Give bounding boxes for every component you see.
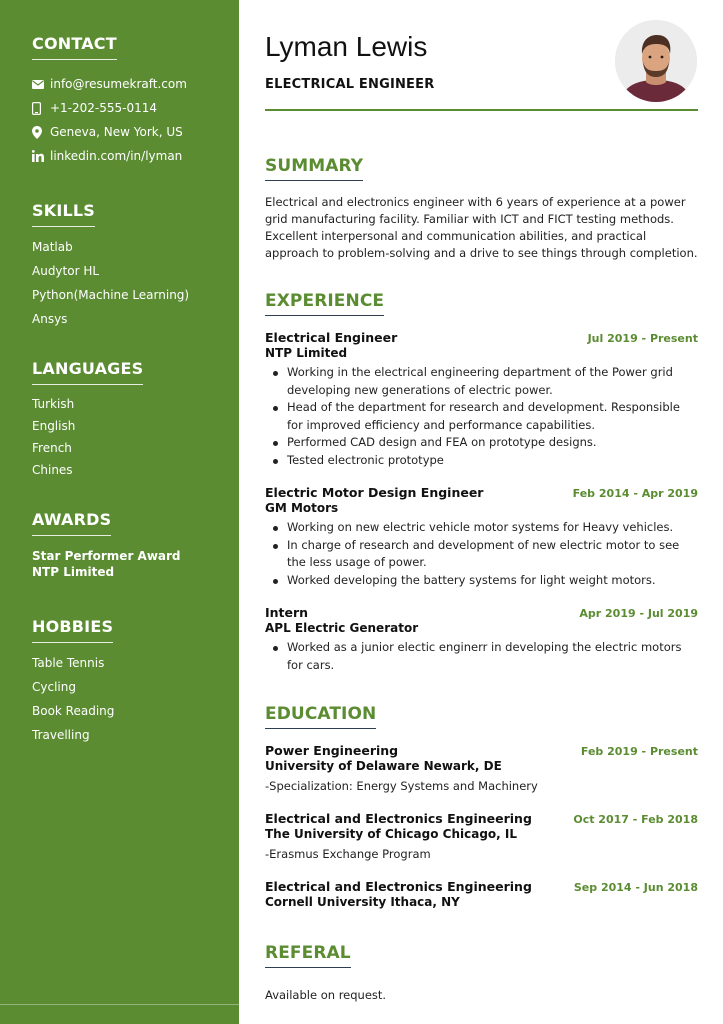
job-role: Electric Motor Design Engineer [265, 485, 484, 500]
linkedin-icon [32, 150, 50, 162]
referal-heading: REFERAL [265, 943, 351, 968]
email-text: info@resumekraft.com [50, 77, 187, 91]
languages-heading: LANGUAGES [32, 359, 143, 385]
school-name: The University of Chicago Chicago, IL [265, 827, 517, 841]
job-company: GM Motors [265, 501, 339, 515]
languages-section [32, 359, 222, 481]
phone-text: +1-202-555-0114 [50, 101, 158, 115]
language-item: Turkish [32, 397, 75, 411]
skill-item: Audytor HL [32, 264, 100, 278]
award-title: Star Performer Award [32, 549, 181, 563]
language-item: English [32, 419, 76, 433]
experience-entry [265, 330, 698, 469]
contact-location [32, 120, 222, 144]
job-bullet: Performed CAD design and FEA on prototype designs. [287, 434, 698, 452]
awards-section [32, 510, 222, 580]
job-bullet: Worked as a junior electic enginerr in developing the electric motors for cars. [287, 639, 698, 674]
language-item: Chines [32, 463, 73, 477]
summary-text: Electrical and electronics engineer with 6 years of experience at a power grid manufacturing facility. Familiar with ICT and FICT testing methods. Excellent interpersonal and communication abilities, and practical approach to problem-solving and a drive to see things through completion. [265, 195, 698, 260]
contact-email[interactable] [32, 72, 222, 96]
education-date: Oct 2017 - Feb 2018 [573, 813, 698, 826]
education-entry [265, 811, 698, 861]
sidebar-divider [0, 1004, 239, 1005]
job-bullet: Worked developing the battery systems for light weight motors. [287, 572, 698, 590]
education-date: Sep 2014 - Jun 2018 [573, 881, 698, 894]
awards-heading: AWARDS [32, 510, 111, 536]
job-bullets [265, 364, 698, 469]
email-icon [32, 80, 50, 89]
degree-name: Electrical and Electronics Engineering [265, 811, 532, 826]
skill-item: Matlab [32, 240, 73, 254]
skills-list [32, 235, 222, 331]
job-bullets [265, 639, 698, 674]
job-bullet: In charge of research and development of new electric motor to see the less usage of power. [287, 537, 698, 572]
avatar [615, 20, 697, 102]
hobby-item: Book Reading [32, 704, 115, 718]
education-heading: EDUCATION [265, 704, 376, 729]
location-text: Geneva, New York, US [50, 125, 183, 139]
job-company: NTP Limited [265, 346, 348, 360]
sidebar [0, 0, 239, 1024]
skills-heading: SKILLS [32, 201, 95, 227]
candidate-name: Lyman Lewis [265, 31, 428, 62]
hobbies-list [32, 651, 222, 747]
hobby-item: Table Tennis [32, 656, 105, 670]
linkedin-text: linkedin.com/in/lyman [50, 149, 183, 163]
job-bullets [265, 519, 698, 589]
job-role: Intern [265, 605, 309, 620]
job-bullet: Working on new electric vehicle motor systems for Heavy vehicles. [287, 519, 698, 537]
school-name: Cornell University Ithaca, NY [265, 895, 460, 909]
hobby-item: Cycling [32, 680, 76, 694]
hobbies-section [32, 617, 222, 747]
award-org: NTP Limited [32, 565, 115, 579]
education-entry [265, 879, 698, 909]
job-date: Jul 2019 - Present [587, 332, 698, 345]
job-role: Electrical Engineer [265, 330, 398, 345]
job-date: Apr 2019 - Jul 2019 [579, 607, 698, 620]
contact-linkedin[interactable] [32, 144, 222, 168]
language-item: French [32, 441, 72, 455]
languages-list [32, 393, 222, 481]
degree-name: Electrical and Electronics Engineering [265, 879, 532, 894]
skill-item: Ansys [32, 312, 68, 326]
education-entry [265, 743, 698, 793]
location-pin-icon [32, 126, 50, 139]
education-note: -Specialization: Energy Systems and Machinery [265, 779, 538, 793]
contact-heading: CONTACT [32, 34, 117, 60]
phone-icon [32, 102, 50, 115]
contact-phone[interactable] [32, 96, 222, 120]
education-note: -Erasmus Exchange Program [265, 847, 431, 861]
skills-section [32, 201, 222, 331]
job-bullet: Working in the electrical engineering department of the Power grid developing new generations of electric power. [287, 364, 698, 399]
job-title: ELECTRICAL ENGINEER [265, 77, 435, 92]
hobby-item: Travelling [32, 728, 90, 742]
degree-name: Power Engineering [265, 743, 399, 758]
header-divider [265, 109, 698, 111]
experience-entry [265, 485, 698, 589]
job-date: Feb 2014 - Apr 2019 [572, 487, 698, 500]
education-date: Feb 2019 - Present [580, 745, 698, 758]
experience-heading: EXPERIENCE [265, 291, 384, 316]
summary-heading: SUMMARY [265, 156, 363, 181]
skill-item: Python(Machine Learning) [32, 288, 190, 302]
contact-section [32, 34, 222, 168]
job-bullet: Tested electronic prototype [287, 452, 698, 470]
contact-list [32, 72, 222, 168]
hobbies-heading: HOBBIES [32, 617, 113, 643]
referal-text: Available on request. [265, 988, 387, 1002]
school-name: University of Delaware Newark, DE [265, 759, 502, 773]
job-company: APL Electric Generator [265, 621, 419, 635]
experience-entry [265, 605, 698, 674]
job-bullet: Head of the department for research and development. Responsible for improved efficiency and performance capabilities. [287, 399, 698, 434]
